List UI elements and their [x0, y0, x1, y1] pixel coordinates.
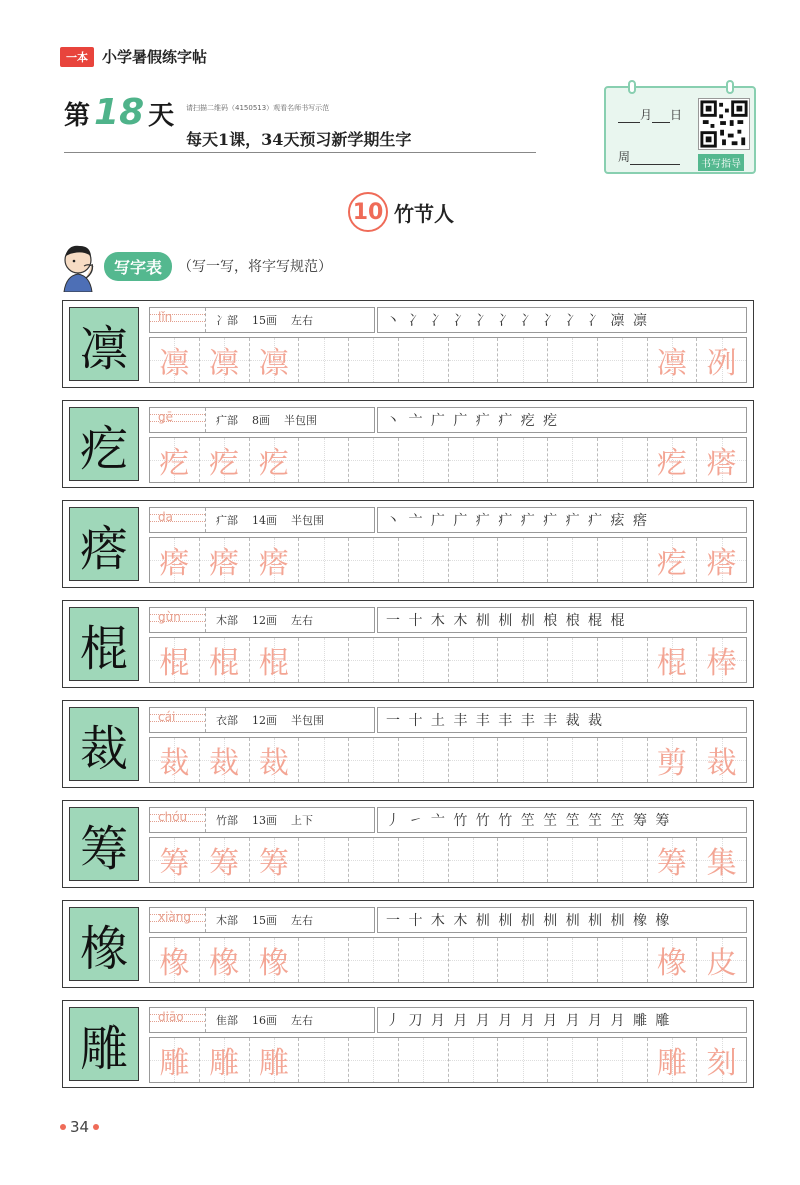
practice-cell[interactable] [150, 538, 200, 582]
practice-cell[interactable] [449, 838, 499, 882]
practice-row [62, 900, 754, 988]
practice-cell[interactable] [150, 1038, 200, 1082]
structure: 半包围 [291, 714, 324, 727]
practice-cell[interactable] [250, 738, 300, 782]
trace-character: 橡 [209, 946, 240, 981]
practice-cell[interactable] [399, 838, 449, 882]
practice-cell[interactable] [399, 638, 449, 682]
trace-character: 瘩 [258, 546, 289, 581]
pinyin-box[interactable] [150, 908, 206, 932]
trace-character: 疙 [656, 446, 687, 481]
pinyin: da [158, 510, 173, 524]
practice-grid [149, 337, 747, 383]
trace-character: 凛 [209, 346, 240, 381]
pinyin-box[interactable] [150, 408, 206, 432]
practice-cell[interactable] [498, 838, 548, 882]
pinyin: gùn [158, 610, 181, 624]
pinyin: xiàng [158, 910, 192, 924]
structure: 左右 [291, 314, 313, 327]
practice-cell[interactable] [449, 938, 499, 982]
practice-row [62, 600, 754, 688]
stroke-order [377, 1007, 747, 1033]
character-meta [216, 912, 313, 928]
character-meta [216, 612, 313, 628]
stroke-count: 12画 [252, 614, 277, 627]
practice-cell[interactable] [498, 1038, 548, 1082]
pinyin: chóu [158, 810, 188, 824]
practice-cell[interactable] [299, 938, 349, 982]
stroke-order-text: 丿 刀 月 月 月 月 月 月 月 月 月 雕 雕 [386, 1013, 672, 1029]
page-number-text: 34 [70, 1118, 90, 1136]
practice-cell[interactable] [200, 638, 250, 682]
stroke-order [377, 907, 747, 933]
practice-cell[interactable] [349, 838, 399, 882]
character-info [149, 907, 375, 933]
practice-cell[interactable] [399, 338, 449, 382]
trace-character: 疙 [209, 446, 240, 481]
practice-cell[interactable] [697, 638, 746, 682]
trace-character: 凛 [656, 346, 687, 381]
trace-character: 筹 [656, 846, 687, 881]
practice-cell[interactable] [299, 1038, 349, 1082]
practice-cell[interactable] [449, 338, 499, 382]
practice-cell[interactable] [150, 938, 200, 982]
practice-cell[interactable] [449, 738, 499, 782]
section-note: （写一写，将字写规范） [178, 259, 333, 275]
trace-character: 橡 [258, 946, 289, 981]
week-field[interactable]: 周 [618, 148, 680, 165]
practice-row [62, 1000, 754, 1088]
practice-cell[interactable] [150, 738, 200, 782]
stroke-order-text: 丶 亠 广 广 疒 疒 疒 疒 疒 疒 痃 瘩 [386, 513, 649, 529]
section-tag: 写字表 [104, 252, 172, 281]
practice-cell[interactable] [598, 738, 648, 782]
trace-character: 棍 [656, 646, 687, 681]
practice-cell[interactable] [200, 838, 250, 882]
practice-cell[interactable] [349, 938, 399, 982]
stroke-count: 13画 [252, 814, 277, 827]
character-meta [216, 312, 313, 328]
radical: 隹部 [216, 1014, 238, 1027]
trace-character: 棒 [706, 646, 737, 681]
stroke-count: 12画 [252, 714, 277, 727]
radical: 疒部 [216, 514, 238, 527]
section-header [58, 240, 332, 292]
model-character [69, 407, 139, 481]
stroke-order-text: 一 十 土 丰 丰 丰 丰 丰 裁 裁 [386, 713, 605, 729]
trace-character: 橡 [159, 946, 190, 981]
practice-cell[interactable] [449, 1038, 499, 1082]
stroke-order-text: 一 十 木 木 杊 杊 杊 杊 杊 杊 杊 橡 橡 [386, 913, 672, 929]
trace-character: 雕 [258, 1046, 289, 1081]
practice-grid [149, 437, 747, 483]
practice-cell[interactable] [548, 638, 598, 682]
trace-character: 皮 [706, 946, 737, 981]
radical: 竹部 [216, 814, 238, 827]
trace-character: 疙 [656, 546, 687, 581]
model-character-text: 凛 [79, 320, 128, 377]
qr-label: 书写指导 [698, 154, 744, 171]
character-meta [216, 812, 313, 828]
structure: 左右 [291, 914, 313, 927]
ring-icon [628, 80, 636, 94]
practice-cell[interactable] [299, 338, 349, 382]
practice-cell[interactable] [299, 538, 349, 582]
pinyin: cái [158, 710, 176, 724]
character-info [149, 1007, 375, 1033]
character-meta [216, 1012, 313, 1028]
practice-cell[interactable] [697, 838, 746, 882]
practice-cell[interactable] [648, 538, 698, 582]
practice-cell[interactable] [299, 438, 349, 482]
trace-character: 筹 [258, 846, 289, 881]
practice-cell[interactable] [548, 938, 598, 982]
practice-cell[interactable] [349, 638, 399, 682]
date-field[interactable]: 月 日 [618, 106, 682, 123]
practice-cell[interactable] [299, 638, 349, 682]
day-subtitle: 每天1课，34天预习新学期生字 [186, 130, 412, 149]
stroke-count: 15画 [252, 314, 277, 327]
practice-cell[interactable] [697, 438, 746, 482]
practice-row [62, 300, 754, 388]
character-info [149, 307, 375, 333]
day-suffix: 天 [148, 101, 175, 131]
practice-cell[interactable] [250, 838, 300, 882]
structure: 半包围 [284, 414, 317, 427]
lesson-heading [348, 192, 454, 232]
stroke-count: 14画 [252, 514, 277, 527]
character-meta [216, 712, 324, 728]
trace-character: 棍 [258, 646, 289, 681]
practice-cell[interactable] [399, 538, 449, 582]
stroke-order [377, 307, 747, 333]
practice-cell[interactable] [598, 1038, 648, 1082]
pinyin: gē [158, 410, 173, 424]
practice-cell[interactable] [200, 738, 250, 782]
practice-cell[interactable] [648, 938, 698, 982]
practice-cell[interactable] [200, 1038, 250, 1082]
trace-character: 橡 [656, 946, 687, 981]
practice-cell[interactable] [648, 838, 698, 882]
practice-cell[interactable] [697, 938, 746, 982]
practice-cell[interactable] [697, 538, 746, 582]
practice-cell[interactable] [349, 538, 399, 582]
dot-icon [93, 1124, 99, 1130]
practice-cell[interactable] [399, 438, 449, 482]
trace-character: 雕 [656, 1046, 687, 1081]
pinyin-box[interactable] [150, 308, 206, 332]
practice-cell[interactable] [648, 738, 698, 782]
practice-cell[interactable] [697, 738, 746, 782]
practice-grid [149, 737, 747, 783]
pinyin-box[interactable] [150, 1008, 206, 1032]
pinyin: diāo [158, 1010, 184, 1024]
practice-cell[interactable] [449, 538, 499, 582]
practice-cell[interactable] [250, 438, 300, 482]
practice-row [62, 700, 754, 788]
model-character [69, 707, 139, 781]
practice-cell[interactable] [150, 638, 200, 682]
practice-cell[interactable] [548, 338, 598, 382]
day-prefix: 第 [64, 101, 91, 131]
day-title [64, 92, 174, 133]
practice-cell[interactable] [548, 838, 598, 882]
practice-cell[interactable] [449, 638, 499, 682]
practice-cell[interactable] [250, 338, 300, 382]
practice-cell[interactable] [498, 538, 548, 582]
model-character-text: 橡 [79, 920, 128, 977]
pinyin-box[interactable] [150, 508, 206, 532]
practice-cell[interactable] [200, 338, 250, 382]
character-info [149, 807, 375, 833]
lesson-title: 竹节人 [394, 201, 454, 226]
model-character [69, 607, 139, 681]
trace-character: 瘩 [209, 546, 240, 581]
practice-grid [149, 537, 747, 583]
practice-cell[interactable] [498, 338, 548, 382]
practice-cell[interactable] [200, 438, 250, 482]
structure: 半包围 [291, 514, 324, 527]
model-character [69, 507, 139, 581]
stroke-order-text: 丶 亠 广 广 疒 疒 疙 疙 [386, 413, 560, 429]
trace-character: 凛 [258, 346, 289, 381]
radical: 冫部 [216, 314, 238, 327]
stroke-order [377, 707, 747, 733]
practice-cell[interactable] [250, 938, 300, 982]
character-info [149, 407, 375, 433]
model-character [69, 1007, 139, 1081]
practice-cell[interactable] [200, 938, 250, 982]
practice-cell[interactable] [399, 1038, 449, 1082]
character-info [149, 607, 375, 633]
stroke-count: 8画 [252, 414, 270, 427]
practice-row [62, 500, 754, 588]
trace-character: 剪 [656, 746, 687, 781]
trace-character: 瘩 [706, 446, 737, 481]
dot-icon [60, 1124, 66, 1130]
model-character-text: 瘩 [79, 520, 128, 577]
day-number: 18 [94, 92, 145, 133]
practice-cell[interactable] [349, 438, 399, 482]
practice-grid [149, 637, 747, 683]
model-character [69, 907, 139, 981]
model-character-text: 棍 [79, 620, 128, 677]
practice-cell[interactable] [598, 938, 648, 982]
stroke-order-text: 丿 ㇀ 亠 竹 竹 竹 笁 笁 笁 笁 笁 筹 筹 [386, 813, 672, 829]
lesson-number: 10 [348, 192, 388, 232]
trace-character: 雕 [209, 1046, 240, 1081]
radical: 木部 [216, 914, 238, 927]
trace-character: 刻 [706, 1046, 737, 1081]
stroke-order [377, 407, 747, 433]
practice-cell[interactable] [498, 438, 548, 482]
structure: 左右 [291, 1014, 313, 1027]
practice-cell[interactable] [399, 938, 449, 982]
trace-character: 筹 [159, 846, 190, 881]
model-character-text: 疙 [79, 420, 128, 477]
practice-cell[interactable] [349, 738, 399, 782]
practice-cell[interactable] [349, 338, 399, 382]
stroke-order-text: 丶 冫 冫 冫 冫 冫 冫 冫 冫 冫 凛 凛 [386, 313, 649, 329]
practice-cell[interactable] [150, 438, 200, 482]
stroke-order-text: 一 十 木 木 杊 杊 杊 桹 桹 棍 棍 [386, 613, 627, 629]
practice-cell[interactable] [598, 438, 648, 482]
stroke-count: 16画 [252, 1014, 277, 1027]
trace-character: 瘩 [159, 546, 190, 581]
pinyin-box[interactable] [150, 708, 206, 732]
stroke-order [377, 607, 747, 633]
date-box [604, 86, 756, 174]
practice-cell[interactable] [449, 438, 499, 482]
character-meta [216, 512, 324, 528]
practice-grid [149, 837, 747, 883]
trace-character: 瘩 [706, 546, 737, 581]
practice-row [62, 400, 754, 488]
character-practice-list [62, 300, 754, 1100]
pinyin-box[interactable] [150, 608, 206, 632]
practice-cell[interactable] [648, 638, 698, 682]
qr-code-icon[interactable] [698, 98, 750, 150]
divider [64, 152, 536, 153]
practice-cell[interactable] [498, 638, 548, 682]
character-info [149, 707, 375, 733]
practice-cell[interactable] [498, 938, 548, 982]
practice-cell[interactable] [548, 738, 598, 782]
model-character-text: 雕 [79, 1020, 128, 1077]
scan-note: 请扫描二维码（4150513）观看名师书写示范 [186, 104, 330, 112]
practice-cell[interactable] [648, 438, 698, 482]
practice-cell[interactable] [697, 1038, 746, 1082]
practice-cell[interactable] [548, 538, 598, 582]
practice-cell[interactable] [498, 738, 548, 782]
practice-grid [149, 937, 747, 983]
practice-cell[interactable] [598, 538, 648, 582]
practice-cell[interactable] [697, 338, 746, 382]
character-info [149, 507, 375, 533]
character-meta [216, 412, 317, 428]
trace-character: 筹 [209, 846, 240, 881]
practice-cell[interactable] [598, 638, 648, 682]
student-icon [58, 240, 108, 292]
practice-cell[interactable] [250, 538, 300, 582]
stroke-order [377, 807, 747, 833]
practice-cell[interactable] [598, 838, 648, 882]
stroke-count: 15画 [252, 914, 277, 927]
practice-row [62, 800, 754, 888]
practice-cell[interactable] [548, 438, 598, 482]
model-character-text: 裁 [79, 720, 128, 777]
practice-cell[interactable] [200, 538, 250, 582]
practice-cell[interactable] [399, 738, 449, 782]
radical: 衣部 [216, 714, 238, 727]
trace-character: 棍 [159, 646, 190, 681]
model-character-text: 筹 [79, 820, 128, 877]
trace-character: 裁 [209, 746, 240, 781]
trace-character: 集 [706, 846, 737, 881]
practice-cell[interactable] [648, 338, 698, 382]
radical: 木部 [216, 614, 238, 627]
practice-cell[interactable] [299, 738, 349, 782]
practice-cell[interactable] [598, 338, 648, 382]
practice-cell[interactable] [250, 638, 300, 682]
pinyin-box[interactable] [150, 808, 206, 832]
practice-cell[interactable] [299, 838, 349, 882]
page-number [60, 1118, 99, 1136]
trace-character: 疙 [159, 446, 190, 481]
trace-character: 冽 [706, 346, 737, 381]
radical: 疒部 [216, 414, 238, 427]
model-character [69, 807, 139, 881]
trace-character: 棍 [209, 646, 240, 681]
trace-character: 疙 [258, 446, 289, 481]
structure: 左右 [291, 614, 313, 627]
structure: 上下 [291, 814, 313, 827]
practice-cell[interactable] [150, 338, 200, 382]
trace-character: 凛 [159, 346, 190, 381]
model-character [69, 307, 139, 381]
book-title: 小学暑假练字帖 [102, 48, 208, 66]
ring-icon [726, 80, 734, 94]
brand-header [60, 46, 207, 67]
trace-character: 雕 [159, 1046, 190, 1081]
pinyin: lǐn [158, 310, 173, 324]
practice-cell[interactable] [349, 1038, 399, 1082]
practice-cell[interactable] [648, 1038, 698, 1082]
practice-grid [149, 1037, 747, 1083]
brand-logo: 一本 [60, 47, 94, 67]
practice-cell[interactable] [150, 838, 200, 882]
trace-character: 裁 [258, 746, 289, 781]
practice-cell[interactable] [548, 1038, 598, 1082]
trace-character: 裁 [706, 746, 737, 781]
stroke-order [377, 507, 747, 533]
practice-cell[interactable] [250, 1038, 300, 1082]
trace-character: 裁 [159, 746, 190, 781]
